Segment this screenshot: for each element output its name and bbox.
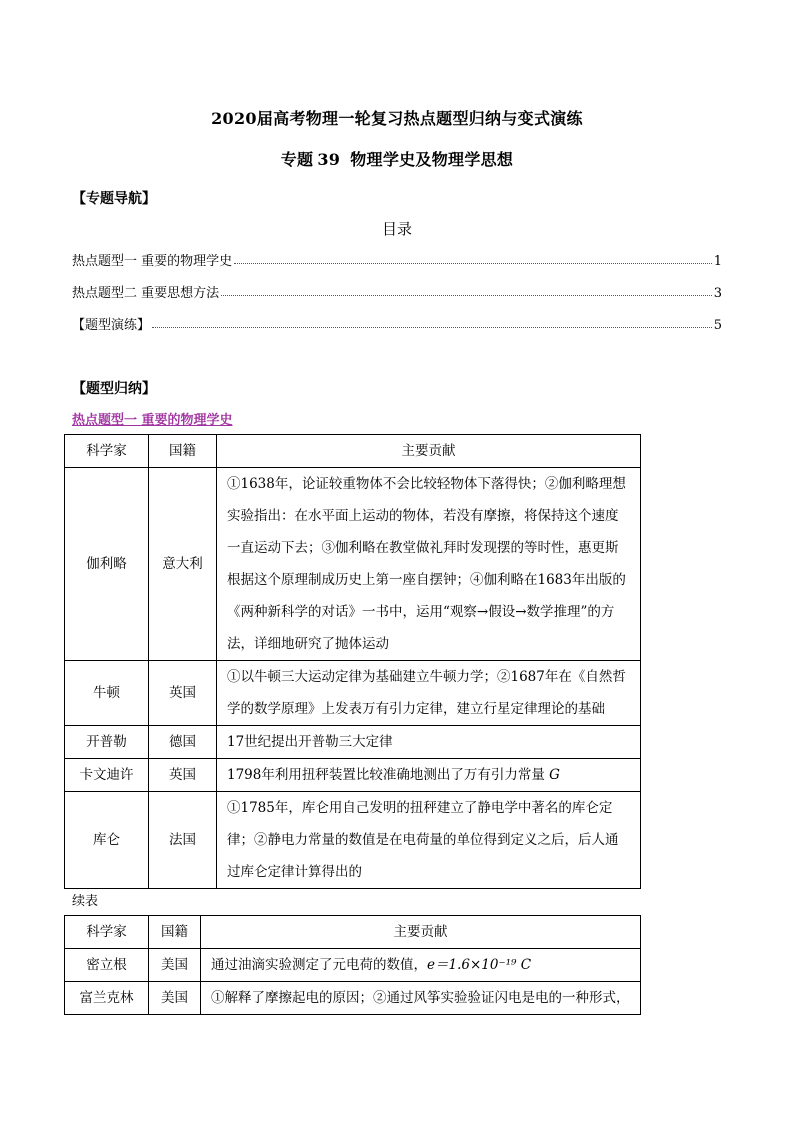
document-title: 2020届高考物理一轮复习热点题型归纳与变式演练 [211, 109, 583, 128]
header-scientist: 科学家 [65, 916, 149, 949]
table-row [65, 468, 641, 661]
gravitational-constant-symbol: G [549, 767, 560, 783]
table-row [65, 792, 641, 889]
navigation-heading: 【专题导航】 [72, 191, 156, 207]
topic-number: 39 [317, 150, 341, 169]
physics-history-table [64, 434, 641, 889]
header-scientist: 科学家 [65, 435, 149, 468]
nationality-cell: 意大利 [149, 468, 217, 661]
nationality-cell: 英国 [149, 759, 217, 792]
toc-item[interactable] [72, 313, 722, 333]
toc-leader-dots [234, 263, 712, 264]
toc-item-page: 3 [713, 286, 722, 301]
scientist-cell: 牛顿 [65, 661, 149, 726]
table-row [65, 949, 641, 982]
scientist-cell: 富兰克林 [65, 982, 149, 1015]
contribution-cell [201, 949, 641, 982]
topic-title [0, 147, 794, 170]
toc-leader-dots [152, 327, 712, 328]
scientist-cell: 密立根 [65, 949, 149, 982]
physics-history-table-continued [64, 915, 641, 1015]
table-row [65, 759, 641, 792]
contribution-cell: ①解释了摩擦起电的原因；②通过风筝实验验证闪电是电的一种形式， [201, 982, 641, 1015]
topic-prefix: 专题 [280, 150, 314, 169]
nationality-cell: 美国 [149, 982, 201, 1015]
toc-item-label: 热点题型二 重要思想方法 [72, 286, 220, 301]
scientist-cell: 卡文迪许 [65, 759, 149, 792]
table-row [65, 661, 641, 726]
contribution-text: 通过油滴实验测定了元电荷的数值， [211, 957, 427, 973]
toc-item[interactable] [72, 281, 722, 301]
toc-title: 目录 [381, 220, 412, 238]
summary-heading: 【题型归纳】 [72, 381, 156, 397]
toc-item-page: 1 [713, 254, 722, 269]
toc-item-label: 热点题型一 重要的物理学史 [72, 254, 233, 269]
header-nationality: 国籍 [149, 435, 217, 468]
nationality-cell: 法国 [149, 792, 217, 889]
nationality-cell: 德国 [149, 726, 217, 759]
scientist-cell: 开普勒 [65, 726, 149, 759]
elementary-charge-value: e＝1.6×10⁻¹⁹ C [427, 957, 532, 973]
contribution-text: 1798年利用扭秤装置比较准确地测出了万有引力常量 [227, 767, 545, 783]
contribution-cell: ①1785年，库仑用自己发明的扭秤建立了静电学中著名的库仑定律；②静电力常量的数值是在电荷量的单位得到定义之后，后人通过库仑定律计算得出的 [217, 792, 641, 889]
contribution-cell: ①1638年，论证较重物体不会比较轻物体下落得快；②伽利略理想实验指出：在水平面上运动的物体，若没有摩擦，将保持这个速度一直运动下去；③伽利略在教堂做礼拜时发现摆的等时性，惠更斯根据这个原理制成历史上第一座自摆钟；④伽利略在1683年出版的《两种新科学的对话》一书中，运用“观察→假设→数学推理”的方法，详细地研究了抛体运动 [217, 468, 641, 661]
nationality-cell: 英国 [149, 661, 217, 726]
toc-leader-dots [221, 295, 712, 296]
contribution-cell [217, 759, 641, 792]
scientist-cell: 库仑 [65, 792, 149, 889]
continued-label: 续表 [72, 894, 99, 909]
toc-item-label: 【题型演练】 [72, 318, 151, 333]
table-header-row [65, 916, 641, 949]
header-nationality: 国籍 [149, 916, 201, 949]
table-row [65, 726, 641, 759]
contribution-cell: ①以牛顿三大运动定律为基础建立牛顿力学；②1687年在《自然哲学的数学原理》上发表万有引力定律，建立行星定律理论的基础 [217, 661, 641, 726]
header-contribution: 主要贡献 [217, 435, 641, 468]
toc-item[interactable] [72, 249, 722, 269]
nationality-cell: 美国 [149, 949, 201, 982]
hot-topic-link[interactable]: 热点题型一 重要的物理学史 [72, 413, 233, 428]
header-contribution: 主要贡献 [201, 916, 641, 949]
contribution-cell: 17世纪提出开普勒三大定律 [217, 726, 641, 759]
table-header-row [65, 435, 641, 468]
topic-text: 物理学史及物理学思想 [350, 150, 514, 169]
toc-item-page: 5 [713, 318, 722, 333]
table-row [65, 982, 641, 1015]
scientist-cell: 伽利略 [65, 468, 149, 661]
